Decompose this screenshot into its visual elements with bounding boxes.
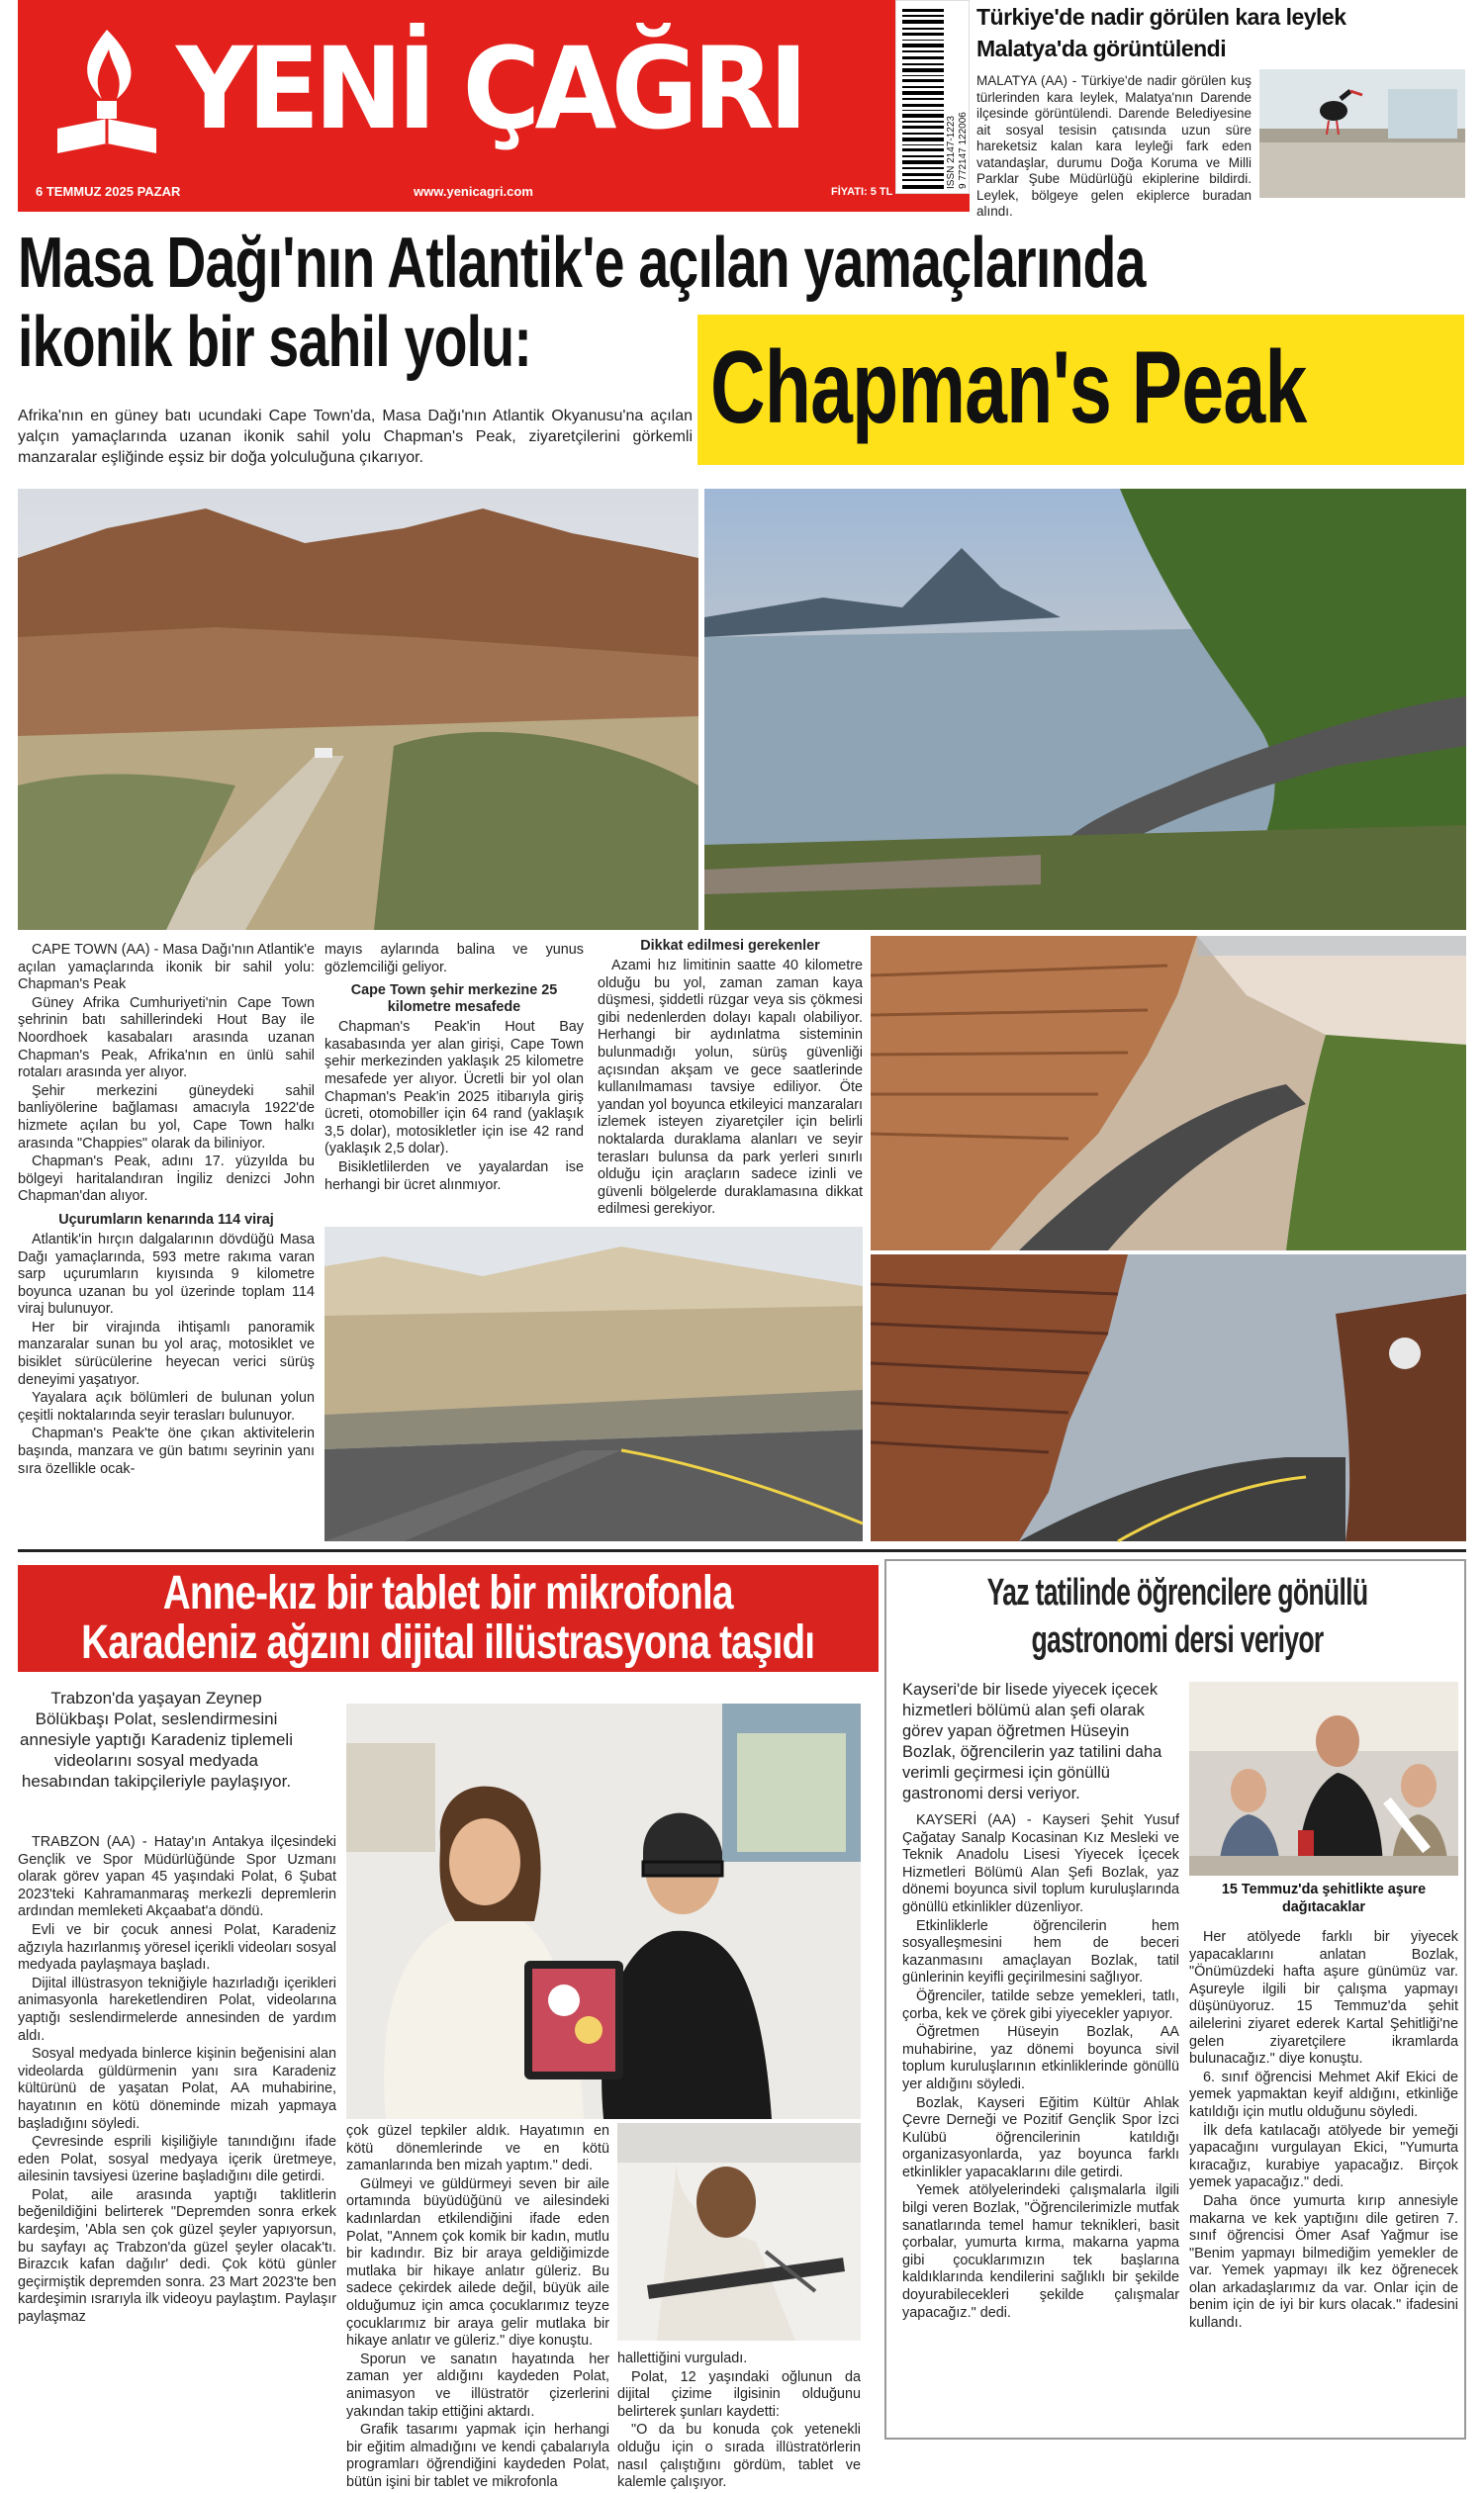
story2-headline-2: Karadeniz ağzını dijital illüstrasyona taşıdı (81, 1616, 815, 1669)
story2-col-3 (617, 2351, 861, 2493)
story3-col1-p: Bozlak, Kayseri Eğitim Kültür Ahlak Çevre Derneği ve Pozitif Gençlik Spor İzci Kulübü öğrencilerinin katıldığı organizasyonlarda, yaz boyunca farklı etkinlikler yapacaklarını dile getirdi. (902, 2094, 1179, 2180)
barcode (895, 0, 970, 194)
story3-col2-p: İlk defa katılacağı atölyede bir yemeği yapacağını vurgulayan Ekici, "Yumurta kıracağız, kurabiye yapacağız. Birçok yemek yapacağız." dedi. (1189, 2122, 1458, 2191)
story2-col1-p: Evli ve bir çocuk annesi Polat, Karadeniz ağzıyla hazırlanmış yöresel içerikli videoları sosyal medyada paylaşmaya başladı. (18, 1921, 336, 1974)
story2-col1-p: Dijital illüstrasyon tekniğiyle hazırladığı içerikleri animasyonla hareketlendiren Polat, videolarına yaptığı seslendirmelerde annesinden de yardım aldı. (18, 1975, 336, 2044)
story3-col-1 (902, 1812, 1179, 2323)
story2-deck: Trabzon'da yaşayan Zeynep Bölükbaşı Polat, seslendirmesini annesiyle yaptığı Karadeniz tiplemeli videolarını sosyal medyada hesabından takipçileriyle paylaşıyor. (20, 1689, 293, 1791)
sidebar-body: MALATYA (AA) - Türkiye'de nadir görülen kuş türlerinden kara leylek, Malatya'nın Darende ilçesinde görüntülendi. Darende Belediyesine ait sosyal tesisin çatısında uzun süre hareketsiz kalan kara leyleği fark eden vatandaşlar, durumu Doğa Koruma ve Milli Parklar Şube Müdürlüğü ekiplerine bildirdi. Leylek, bölgeye gelen ekiplerce buradan alındı. (976, 73, 1252, 219)
main-headline-highlight: Chapman's Peak (710, 330, 1307, 445)
cooking-class-photo (1189, 1682, 1458, 1876)
story3-col1-p: Öğrenciler, tatilde sebze yemekleri, tatlı, çorba, kek ve çörek gibi yiyecekler yapıyor. (902, 1987, 1179, 2022)
cliff-road-photo (871, 936, 1466, 1250)
story3-col2-p: Daha önce yumurta kırıp annesiyle makarna ve kek yaptığını dile getiren 7. sınıf öğrencisi Ömer Asaf Yağmur ise "Benim yapmayı bilmediğim yemekler de var. Yemek yapmayı ilk kez öğrenecek olan arkadaşlarımız da var. Onlar için de benim için de iyi bir kurs olacak." ifadesini kullandı. (1189, 2192, 1458, 2332)
logo-text: YENİ ÇAĞRI (176, 23, 803, 154)
main-col-1 (18, 942, 315, 1479)
main-col-3 (598, 938, 863, 1220)
main-col1-p: Yayalara açık bölümleri de bulunan yolun çeşitli noktalarında seyir terasları bulunuyor. (18, 1390, 315, 1424)
main-col1-p: Güney Afrika Cumhuriyeti'nin Cape Town şehrinin batı sahillerindeki Hout Bay ile Noordhoek kasabaları arasında uzanan Chapman's Peak, Afrika'nın en ünlü sahil rotaları arasında yer alıyor. (18, 994, 315, 1081)
story3-col1-p: KAYSERİ (AA) - Kayseri Şehit Yusuf Çağatay Sanalp Kocasinan Kız Mesleki ve Teknik Anadolu Lisesi Yiyecek İçecek Hizmetleri Bölümü Alan Şefi Bozlak, yaz dönemi boyunca sivil toplum kuruluşlarında gönüllü etkinlikler düzenliyor. (902, 1812, 1179, 1915)
story2-col1-p: TRABZON (AA) - Hatay'ın Antakya ilçesindeki Gençlik ve Spor Müdürlüğünde Spor Uzmanı olarak görev yapan 45 yaşındaki Polat, 6 Şubat 2023'teki Kahramanmaraş merkezli depremlerin ardından memleketi Akçaabat'a döndü. (18, 1834, 336, 1920)
story2-col1-p: Polat, aile arasında yaptığı taklitlerin beğenildiğini belirterek "Depremden sonra erkek kardeşim, 'Abla sen çok güzel şeyler yapıyorsun, bu sayfayı aç Trabzon'da güzel şeyler olacak'tı. Birazcık kafan dağılır' dedi. Çok kötü günler geçirmiştik depremden sonra. 23 Mart 2023'te ben kardeşimin ısrarıyla ilk videoyu paylaştım. Paylaşır paylaşmaz (18, 2186, 336, 2326)
story2-col2-p: Gülmeyi ve güldürmeyi seven bir aile ortamında büyüdüğünü ve ailesindeki kadınlardan etkilendiğini ifade eden Polat, "Annem çok komik bir kadın, mutlu bir kadındır. Biz bir araya geldiğimizde mutlaka bir hikaye anlatır güleriz. Bu sadece çekirdek ailede değil, büyük aile olduğumuz için amca çocuklarımız teyze çocuklarımız bir araya gelir mutlaka bir hikaye anlatır ve güleriz." diye konuştu. (346, 2175, 609, 2350)
cooking-photo-caption-1: 15 Temmuz'da şehitlikte aşure (1221, 1882, 1427, 1897)
main-col1-p: CAPE TOWN (AA) - Masa Dağı'nın Atlantik'e açılan yamaçlarında ikonik bir sahil yolu: Chapman's Peak (18, 942, 315, 993)
main-col1-p: Her bir virajında ihtişamlı panoramik manzaralar sunan bu yol araç, motosiklet ve bisiklet sürücülerine heyecan verici sürüş deneyimi yaşatıyor. (18, 1319, 315, 1388)
story3-col-2 (1189, 1929, 1458, 2334)
main-col1-p: Chapman's Peak, adını 17. yüzyılda bu bölgeyi haritalandıran İngiliz denizci John Chapman'dan alıyor. (18, 1154, 315, 1205)
hill-road-photo (325, 1227, 863, 1541)
mother-daughter-photo (346, 1704, 861, 2119)
sidebar-headline-1: Türkiye'de nadir görülen kara leylek (976, 4, 1346, 30)
main-headline-1: Masa Dağı'nın Atlantik'e açılan yamaçlarında (18, 224, 1146, 303)
story3-col1-p: Öğretmen Hüseyin Bozlak, AA muhabirine, yaz dönemi boyunca sivil toplum kuruluşlarının etkinliklerinde gönüllü yer aldığını söyledi. (902, 2024, 1179, 2092)
issue-date: 6 TEMMUZ 2025 PAZAR (36, 184, 181, 199)
main-col3-subhead: Dikkat edilmesi gerekenler (640, 938, 820, 954)
main-col-2 (325, 942, 584, 1195)
barcode-number: 9 772147 122006 (958, 112, 969, 189)
main-col3-p: Azami hız limitinin saatte 40 kilometre olduğu bu yol, zaman zaman kaya düşmesi, şiddetli rüzgar veya sis çökmesi gibi nedenlerden dolayı kapalı olabiliyor. Herhangi bir aydınlatma sisteminin bulunmadığı yolun, sürüş güvenliği açısından akşam ve gece saatlerinde kullanılmaması tavsiye ediliyor. Öte yandan yol boyunca etkileyici manzaraları izlemek isteyen ziyaretçiler için belirli noktalarda duraklama alanları ve seyir terasları bulunsa da park yerleri sınırlı olduğu için araçların sadece izinli ve güvenli bölgelerde duraklamasına dikkat edilmesi gerekiyor. (598, 958, 863, 1218)
story3-headline-2: gastronomi dersi veriyor (1031, 1619, 1324, 1661)
main-col1-p: Şehir merkezini güneydeki sahil banliyölerine bağlaması amacıyla 1922'de hizmete açılan bu yol, Cape Town halkı arasında "Chappies" olarak da biliniyor. (18, 1082, 315, 1152)
story3-col1-p: Etkinliklerle öğrencilerin hem sosyalleşmesini hem de beceri kazanmasını amaçlayan Bozlak, tatil günlerinin keyifli geçirilmesini sağlıyor. (902, 1917, 1179, 1986)
story2-col2-p: Grafik tasarımı yapmak için herhangi bir eğitim almadığını ve kendi çabalarıyla programları öğrendiğini kaydeden Polat, bütün işini bir tablet ve mikrofonla (346, 2422, 609, 2490)
story2-col2-p: Sporun ve sanatın hayatında her zaman yer aldığını kaydeden Polat, animasyon ve illüstratör çizerlerini yakından takip ettiğini aktardı. (346, 2351, 609, 2420)
section-divider (18, 1549, 1466, 1552)
coastal-road-photo (704, 489, 1466, 930)
drawing-tablet-photo (617, 2123, 861, 2341)
main-col2-p: Bisikletlilerden ve yayalardan ise herhangi bir ücret alınmıyor. (325, 1158, 584, 1193)
sidebar-headline-2: Malatya'da görüntülendi (976, 36, 1227, 61)
main-col2-subhead: Cape Town şehir merkezine 25 kilometre mesafede (350, 982, 558, 1016)
main-deck: Afrika'nın en güney batı ucundaki Cape Town'da, Masa Dağı'nın Atlantik Okyanusu'na açılan yalçın yamaçlarında uzanan ikonik sahil yolu Chapman's Peak, ziyaretçilerini görkemli manzaralar eşliğinde eşsiz bir doğa yolculuğuna çıkarıyor. (18, 408, 693, 466)
sidebar-story (974, 0, 1466, 219)
mountain-road-photo (18, 489, 698, 930)
story2-col-1 (18, 1834, 336, 2328)
price-label: FİYATI: 5 TL (831, 186, 893, 198)
story3-headline-1: Yaz tatilinde öğrencilere gönüllü (986, 1572, 1368, 1614)
tunnel-cliff-photo (871, 1254, 1466, 1541)
barcode-icon (902, 9, 944, 189)
story3-col1-p: Yemek atölyelerindeki çalışmalarla ilgili bilgi veren Bozlak, "Öğrencilerimizle mutfak sanatlarında temel hamur teknikleri, basit çorbalar, yumurta kırma, makarna yapma gibi çocuklarımızın tek başlarına kaldıklarında kendilerini sağlıklı bir şekilde doyurabilecekleri şekilde çalışmalar yapacağız." dedi. (902, 2182, 1179, 2321)
story2-col3-p: "O da bu konuda çok yetenekli olduğu için o sırada illüstratörlerin nasıl çalıştığını gördüm, tablet ve kalemle çalışıyor. (617, 2422, 861, 2491)
story2-headline-1: Anne-kız bir tablet bir mikrofonla (162, 1567, 733, 1619)
story2-col-2 (346, 2123, 609, 2492)
story2-col1-p: Çevresinde esprili kişiliğiyle tanındığını ifade eden Polat, sosyal medyaya içerik üretmeye, ailesinin tavsiyesi üzerine başladığını dile getirdi. (18, 2134, 336, 2185)
stork-photo (1259, 69, 1465, 198)
story2-col2-p: çok güzel tepkiler aldık. Hayatımın en kötü dönemlerinde ve en kötü zamanlarında ben mizah yaptım." dedi. (346, 2123, 609, 2174)
main-col1-p: Chapman's Peak'te öne çıkan aktivitelerin başında, manzara ve gün batımı seyrinin yanı sıra özellikle ocak- (18, 1426, 315, 1477)
cooking-photo-caption-2: dağıtacaklar (1282, 1899, 1365, 1915)
story2-col3-p: hallettiğini vurguladı. (617, 2351, 748, 2366)
main-col1-subhead: Uçurumların kenarında 114 viraj (58, 1211, 274, 1228)
main-col1-p: Atlantik'in hırçın dalgalarının dövdüğü Masa Dağı yamaçlarında, 593 metre rakıma varan sarp uçurumların kıyısında 9 kilometre boyunca uzanan bu yol üzerinde toplam 114 viraj bulunuyor. (18, 1231, 315, 1318)
story3-col2-p: 6. sınıf öğrencisi Mehmet Akif Ekici de yemek yapmaktan keyif aldığını, etkinliğe katıldığı için mutlu olduğunu söyledi. (1189, 2069, 1458, 2120)
main-col2-p: Chapman's Peak'in Hout Bay kasabasında yer alan girişi, Cape Town şehir merkezinden yaklaşık 25 kilometre mesafede yer alıyor. Ücretli bir yol olan Chapman's Peak'in 2025 itibarıyla giriş ücreti, otomobiller için 64 rand (yaklaşık 3,5 dolar), motosikletler için ise 42 rand (yaklaşık 2,5 dolar). (325, 1019, 584, 1157)
main-headline-2: ikonik bir sahil yolu: (18, 303, 532, 382)
torch-book-logo-icon (47, 20, 166, 168)
story3-col2-p: Her atölyede farklı bir yiyecek yapacaklarını anlatan Bozlak, "Önümüzdeki hafta aşure günümüz var. Aşureyle ilgili bir çalışma yapmayı düşünüyoruz. 15 Temmuz'da şehit ailelerini ziyaret ederek Kartal Şehitliği'ne gelen ziyaretçilere ikramlarda bulunacağız." diye konuştu. (1189, 1929, 1458, 2068)
story2-col3-p: Polat, 12 yaşındaki oğlunun da dijital çizime ilgisinin olduğunu belirterek şunları kaydetti: (617, 2368, 861, 2420)
website-link[interactable]: www.yenicagri.com (414, 184, 533, 199)
main-col2-p: mayıs aylarında balina ve yunus gözlemciliği geliyor. (325, 942, 584, 975)
masthead (18, 0, 970, 212)
issn-label: ISSN 2147-1223 (946, 116, 957, 189)
story2-col1-p: Sosyal medyada binlerce kişinin beğenisini alan videolarda güldürmenin yanı sıra Karadeniz kültürünü de yaşatan Polat, AA muhabirine, hayatının en kötü döneminde mizah yapmaya başladığını söyledi. (18, 2046, 336, 2132)
story3-deck: Kayseri'de bir lisede yiyecek içecek hizmetleri bölümü alan şefi olarak görev yapan öğretmen Hüseyin Bozlak, öğrencilerin yaz tatilini daha verimli geçirmesi için gönüllü gastronomi dersi veriyor. (902, 1681, 1162, 1802)
